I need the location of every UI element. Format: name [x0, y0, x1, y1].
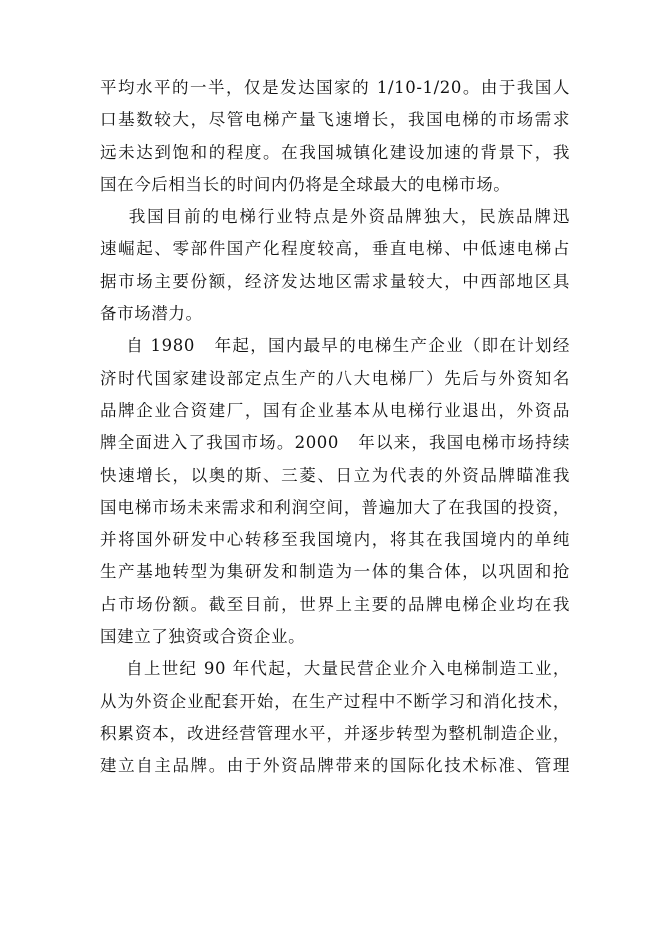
text-line: 据市场主要份额，经济发达地区需求量较大，中西部地区具: [100, 271, 570, 291]
document-body: [100, 72, 570, 783]
text-line: 平均水平的一半，仅是发达国家的 1/10-1/20。由于我国人: [100, 78, 570, 97]
text-line: 国电梯市场未来需求和利润空间，普遍加大了在我国的投资，: [100, 497, 570, 517]
text-line: 备市场潜力。: [100, 304, 203, 324]
text-line: 国在今后相当长的时间内仍将是全球最大的电梯市场。: [100, 174, 511, 194]
text-line: 济时代国家建设部定点生产的八大电梯厂）先后与外资知名: [100, 368, 570, 388]
text-line: 品牌企业合资建厂，国有企业基本从电梯行业退出，外资品: [100, 400, 570, 420]
text-line: 速崛起、零部件国产化程度较高，垂直电梯、中低速电梯占: [100, 239, 570, 259]
paragraph-4: [100, 653, 570, 782]
text-line: 积累资本，改进经营管理水平，并逐步转型为整机制造企业，: [100, 723, 570, 743]
paragraph-3: [100, 330, 570, 653]
text-line: 从为外资企业配套开始，在生产过程中不断学习和消化技术，: [100, 691, 570, 711]
text-line: 自 1980 年起，国内最早的电梯生产企业（即在计划经: [100, 336, 570, 356]
text-line: 牌全面进入了我国市场。2000 年以来，我国电梯市场持续: [100, 433, 570, 453]
text-line: 生产基地转型为集研发和制造为一体的集合体，以巩固和抢: [100, 562, 570, 582]
text-line: 建立自主品牌。由于外资品牌带来的国际化技术标准、管理: [100, 756, 570, 776]
text-line: 占市场份额。截至目前，世界上主要的品牌电梯企业均在我: [100, 594, 570, 614]
text-line: 并将国外研发中心转移至我国境内，将其在我国境内的单纯: [100, 530, 570, 550]
text-line: 自上世纪 90 年代起，大量民营企业介入电梯制造工业，: [100, 659, 570, 679]
text-line: 我国目前的电梯行业特点是外资品牌独大，民族品牌迅: [100, 207, 570, 227]
text-line: 快速增长，以奥的斯、三菱、日立为代表的外资品牌瞄准我: [100, 465, 570, 485]
text-line: 远未达到饱和的程度。在我国城镇化建设加速的背景下，我: [100, 142, 570, 162]
text-line: 国建立了独资或合资企业。: [100, 627, 306, 647]
paragraph-1: [100, 72, 570, 201]
text-line: 口基数较大，尽管电梯产量飞速增长，我国电梯的市场需求: [100, 110, 570, 130]
paragraph-2: [100, 201, 570, 330]
